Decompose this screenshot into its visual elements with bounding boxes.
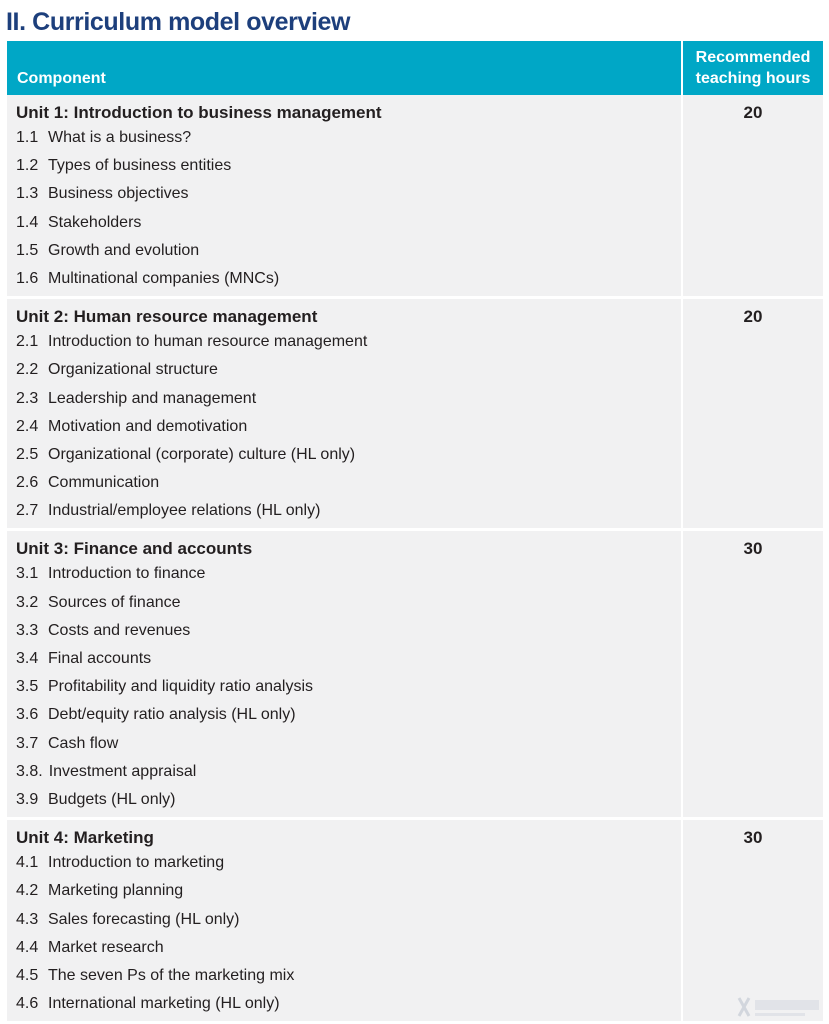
topic-number: 2.7 [16,502,39,520]
topic-number: 4.3 [16,910,39,928]
topic-label: Introduction to finance [48,565,206,583]
topic-item [16,469,681,497]
topic-label: Debt/equity ratio analysis (HL only) [48,706,296,724]
topic-item [16,962,681,990]
topic-item [16,441,681,469]
topic-number: 3.8. [16,762,43,780]
topic-item [16,209,681,237]
topic-number: 4.1 [16,854,39,872]
topic-number: 4.2 [16,882,39,900]
topic-number: 3.4 [16,650,39,667]
topic-label: Multinational companies (MNCs) [48,269,280,287]
hours-header-line1: Recommended [695,49,811,66]
topic-item [16,934,681,962]
topic-item [16,730,681,758]
topic-item [16,180,681,208]
unit-title: Unit 1: Introduction to business management [16,103,382,122]
unit-row-2 [7,299,823,528]
topic-number: 2.6 [16,474,39,492]
topic-number: 3.3 [16,621,39,639]
topic-label: Stakeholders [48,213,142,231]
unit-hours: 30 [681,820,823,1021]
unit-hours: 20 [681,299,823,528]
topic-label: Business objectives [48,185,189,203]
unit-title: Unit 4: Marketing [16,828,154,848]
topic-item [16,786,681,814]
unit-title: Unit 3: Finance and accounts [16,539,253,559]
topic-label: Sales forecasting (HL only) [48,910,240,928]
topic-label: Sources of finance [48,593,181,611]
topic-label: Organizational structure [48,361,218,379]
topic-item [16,589,681,617]
topic-item [16,645,681,673]
topic-label: Introduction to human resource management [48,333,368,351]
topic-number: 2.2 [16,361,39,379]
topic-item [16,497,681,525]
watermark-logo [735,994,825,1020]
topic-item [16,877,681,905]
topic-label: Final accounts [48,650,152,667]
topic-label: Motivation and demotivation [48,417,248,435]
topic-number: 1.6 [16,269,39,287]
topic-item [16,673,681,701]
hours-column-header [681,41,823,95]
topic-label: The seven Ps of the marketing mix [48,966,295,984]
topic-item [16,560,681,588]
topic-number: 1.3 [16,185,39,203]
topic-label: Profitability and liquidity ratio analysis [48,678,314,696]
topic-label: Growth and evolution [48,241,200,259]
topic-number: 3.6 [16,706,39,724]
topic-number: 2.1 [16,333,39,351]
unit-title: Unit 2: Human resource management [16,307,318,327]
topic-label: Cash flow [48,734,119,752]
topic-label: Marketing planning [48,882,184,900]
topic-item [16,701,681,729]
hours-header-line2: teaching hours [695,70,811,87]
topic-number: 2.5 [16,445,39,463]
topic-number: 3.5 [16,678,39,696]
topic-label: Investment appraisal [48,762,197,780]
topic-number: 1.4 [16,213,39,231]
topic-item [16,124,681,152]
unit-content [7,95,681,296]
topic-item [16,385,681,413]
unit-content [7,531,681,817]
topic-number: 1.2 [16,157,39,175]
topic-number: 2.3 [16,389,39,407]
topic-number: 4.5 [16,966,39,984]
table-header [7,41,823,95]
topic-item [16,237,681,265]
topic-label: Budgets (HL only) [48,790,176,808]
topic-item [16,265,681,293]
topic-label: Industrial/employee relations (HL only) [48,502,321,520]
topic-label: Leadership and management [48,389,257,407]
topic-item [16,849,681,877]
topic-number: 2.4 [16,417,39,435]
topic-number: 3.2 [16,593,39,611]
curriculum-table [7,41,823,1021]
topic-label: Market research [48,938,164,956]
unit-row-4 [7,820,823,1021]
topic-label: Introduction to marketing [48,854,225,872]
topic-label: International marketing (HL only) [48,995,280,1013]
topic-number: 1.1 [16,129,39,146]
topic-item [16,617,681,645]
unit-row-3 [7,531,823,817]
unit-hours: 30 [681,531,823,817]
unit-content [7,299,681,528]
topic-item [16,356,681,384]
topic-item [16,152,681,180]
unit-hours: 20 [681,95,823,296]
component-column-header: Component [17,70,106,87]
topic-item [16,758,681,786]
unit-content [7,820,681,1021]
topic-number: 3.7 [16,734,39,752]
topic-number: 3.1 [16,565,39,583]
topic-number: 3.9 [16,790,39,808]
topic-item [16,413,681,441]
topic-label: Types of business entities [48,157,232,175]
topic-label: Organizational (corporate) culture (HL only) [48,445,356,463]
page-title: II. Curriculum model overview [6,8,351,36]
topic-number: 1.5 [16,241,39,259]
topic-number: 4.4 [16,938,39,956]
topic-label: Communication [48,474,160,492]
topic-item [16,328,681,356]
topic-item [16,990,681,1018]
topic-item [16,906,681,934]
topic-label: Costs and revenues [48,621,191,639]
topic-number: 4.6 [16,995,39,1013]
topic-label: What is a business? [48,129,192,146]
unit-row-1 [7,95,823,296]
